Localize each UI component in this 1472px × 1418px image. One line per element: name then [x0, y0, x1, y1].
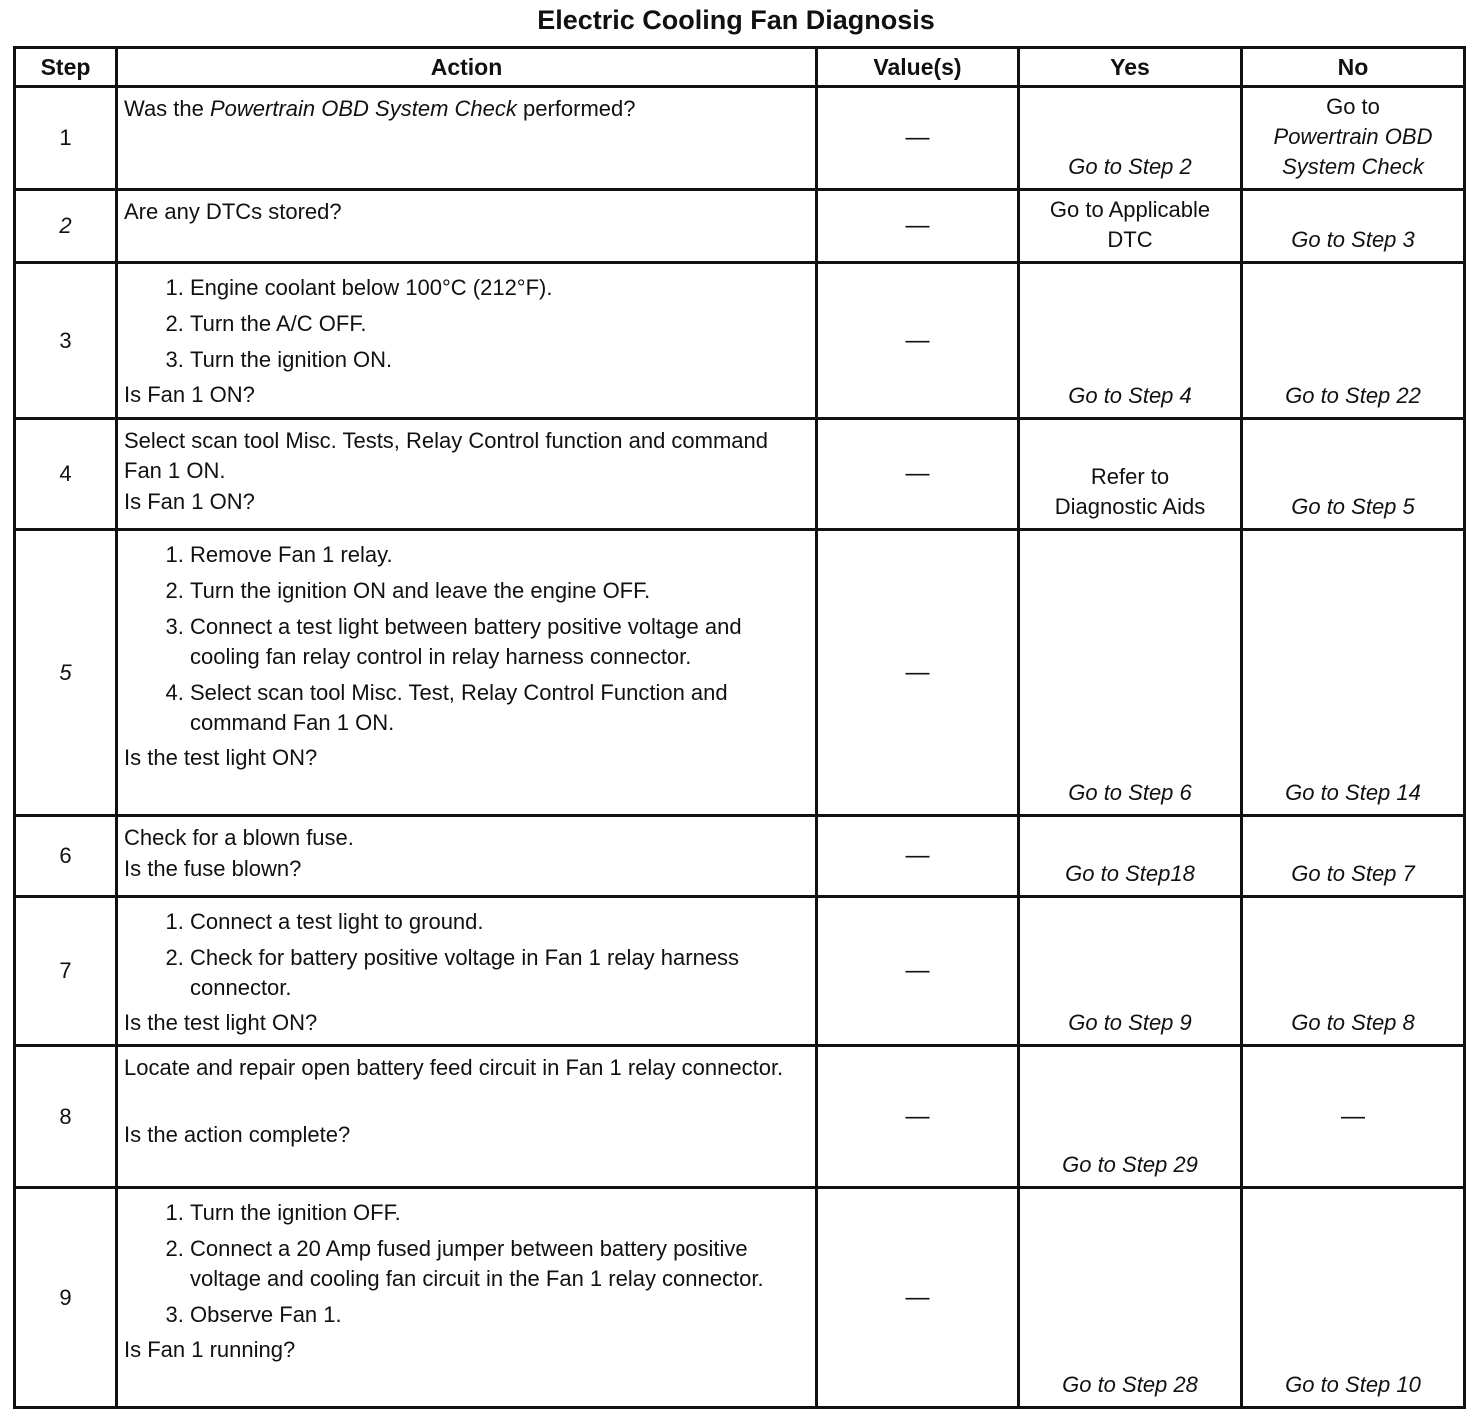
no-cell: Go to Step 14 [1242, 530, 1465, 816]
action-cell [117, 190, 817, 263]
no-cell: — [1242, 1046, 1465, 1188]
no-cell: Go to Step 22 [1242, 263, 1465, 419]
step-number: 3 [15, 263, 117, 419]
step-number: 9 [15, 1188, 117, 1408]
values-cell: — [817, 1046, 1019, 1188]
no-cell: Go to Powertrain OBD System Check [1242, 87, 1465, 190]
values-cell: — [817, 1188, 1019, 1408]
list-item: 3. Observe Fan 1. [190, 1300, 809, 1330]
no-cell: Go to Step 8 [1242, 897, 1465, 1046]
list-item: 3. Turn the ignition ON. [190, 345, 809, 375]
page-title: Electric Cooling Fan Diagnosis [537, 5, 935, 35]
action-steps [124, 273, 809, 375]
table-row [15, 419, 1465, 530]
no-cell: Go to Step 5 [1242, 419, 1465, 530]
table-row [15, 263, 1465, 419]
list-item: 2. Turn the A/C OFF. [190, 309, 809, 339]
table-row [15, 87, 1465, 190]
table-row [15, 816, 1465, 897]
step-number: 2 [15, 190, 117, 263]
yes-cell: Go to Step 28 [1019, 1188, 1242, 1408]
no-cell: Go to Step 10 [1242, 1188, 1465, 1408]
list-item: 1. Remove Fan 1 relay. [190, 540, 809, 570]
action-question: Is Fan 1 ON? [124, 382, 255, 407]
table-row [15, 1188, 1465, 1408]
action-question: Is the test light ON? [124, 745, 318, 770]
values-cell: — [817, 263, 1019, 419]
table-row [15, 190, 1465, 263]
values-cell: — [817, 87, 1019, 190]
list-item: 4. Select scan tool Misc. Test, Relay Control Function and command Fan 1 ON. [190, 678, 809, 738]
list-item: 1. Connect a test light to ground. [190, 907, 809, 937]
step-number: 6 [15, 816, 117, 897]
yes-cell: Go to Step 6 [1019, 530, 1242, 816]
action-question: Is Fan 1 running? [124, 1337, 296, 1362]
table-row [15, 897, 1465, 1046]
values-cell: — [817, 816, 1019, 897]
yes-cell: Go to Step 2 [1019, 87, 1242, 190]
step-number: 5 [15, 530, 117, 816]
action-steps [124, 540, 809, 738]
header-no: No [1242, 48, 1465, 87]
header-yes: Yes [1019, 48, 1242, 87]
header-row [15, 48, 1465, 87]
step-number: 4 [15, 419, 117, 530]
values-cell: — [817, 419, 1019, 530]
action-steps [124, 907, 809, 1003]
yes-cell: Refer to Diagnostic Aids [1019, 419, 1242, 530]
step-number: 8 [15, 1046, 117, 1188]
action-cell [117, 87, 817, 190]
action-cell [117, 1046, 817, 1188]
list-item: 2. Turn the ignition ON and leave the engine OFF. [190, 576, 809, 606]
action-question: Is the test light ON? [124, 1010, 318, 1035]
action-cell [117, 1188, 817, 1408]
yes-cell: Go to Step18 [1019, 816, 1242, 897]
values-cell: — [817, 190, 1019, 263]
yes-cell: Go to Applicable DTC [1019, 190, 1242, 263]
yes-cell: Go to Step 29 [1019, 1046, 1242, 1188]
action-cell [117, 263, 817, 419]
step-number: 1 [15, 87, 117, 190]
action-cell [117, 897, 817, 1046]
action-text: Was the Powertrain OBD System Check performed? [124, 96, 636, 121]
values-cell: — [817, 897, 1019, 1046]
action-question: Is the fuse blown? [124, 856, 302, 881]
action-steps [124, 1198, 809, 1330]
action-text: Check for a blown fuse. [124, 825, 354, 850]
list-item: 3. Connect a test light between battery positive voltage and cooling fan relay control in relay harness connector. [190, 612, 809, 672]
header-step: Step [15, 48, 117, 87]
action-question: Is the action complete? [124, 1122, 351, 1147]
list-item: 1. Turn the ignition OFF. [190, 1198, 809, 1228]
no-cell: Go to Step 3 [1242, 190, 1465, 263]
table-row [15, 1046, 1465, 1188]
values-cell: — [817, 530, 1019, 816]
diagnosis-table [13, 46, 1466, 1409]
list-item: 2. Connect a 20 Amp fused jumper between battery positive voltage and cooling fan circuit in the Fan 1 relay connector. [190, 1234, 809, 1294]
action-text: Are any DTCs stored? [124, 199, 342, 224]
no-cell: Go to Step 7 [1242, 816, 1465, 897]
list-item: 1. Engine coolant below 100°C (212°F). [190, 273, 809, 303]
yes-cell: Go to Step 9 [1019, 897, 1242, 1046]
step-number: 7 [15, 897, 117, 1046]
yes-cell: Go to Step 4 [1019, 263, 1242, 419]
action-text: Select scan tool Misc. Tests, Relay Control function and command Fan 1 ON. [124, 428, 769, 483]
action-text: Locate and repair open battery feed circuit in Fan 1 relay connector. [124, 1055, 784, 1080]
action-cell [117, 419, 817, 530]
list-item: 2. Check for battery positive voltage in Fan 1 relay harness connector. [190, 943, 809, 1003]
action-cell [117, 816, 817, 897]
table-row [15, 530, 1465, 816]
action-question: Is Fan 1 ON? [124, 489, 255, 514]
header-values: Value(s) [817, 48, 1019, 87]
header-action: Action [117, 48, 817, 87]
action-cell [117, 530, 817, 816]
